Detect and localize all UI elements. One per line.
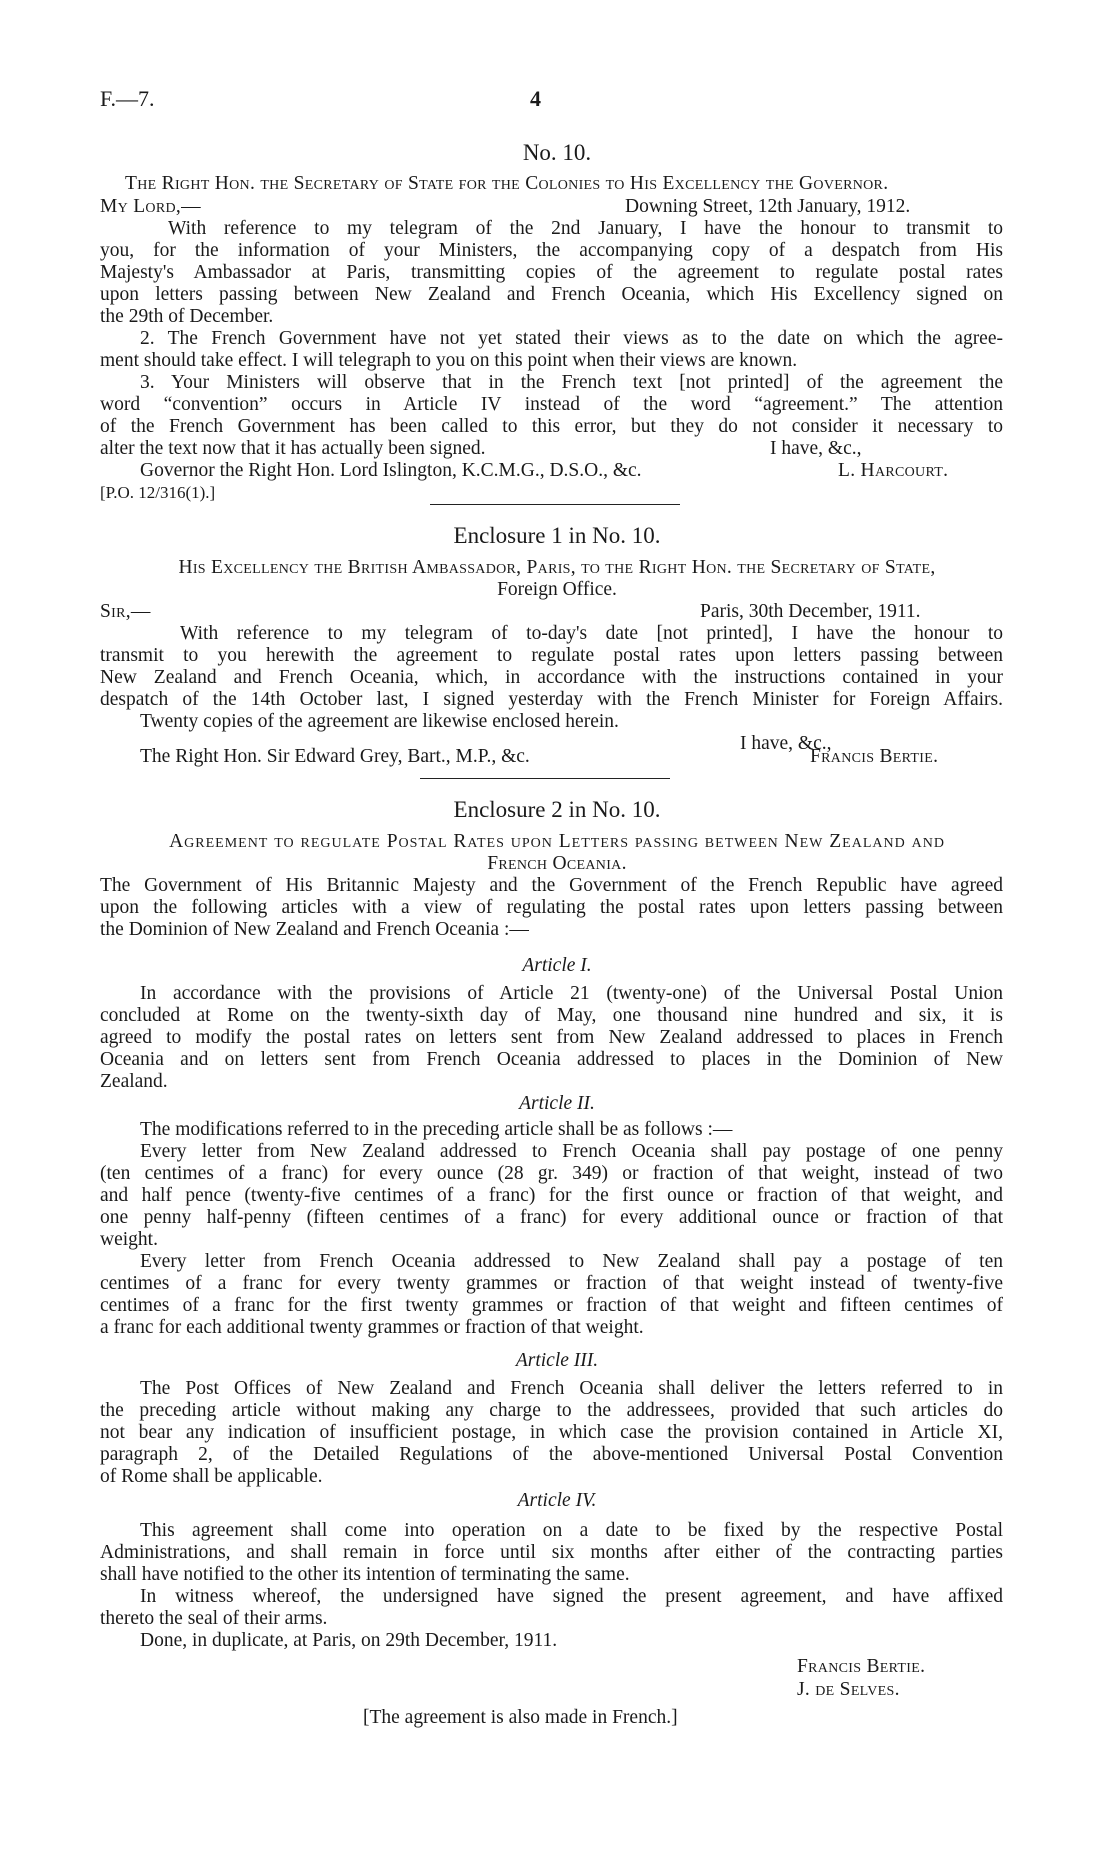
paragraph-line: the 29th of December. xyxy=(100,306,274,327)
paragraph-line: In accordance with the provisions of Article 21 (twenty-one) of the Universal Postal Union xyxy=(140,983,1003,1004)
paragraph-line: New Zealand and French Oceania, which, in accordance with the instructions contained in your xyxy=(100,667,1003,688)
paragraph-line: centimes of a franc for the first twenty grammes or fraction of that weight and fifteen centimes of xyxy=(100,1295,1003,1316)
paragraph-line: Administrations, and shall remain in force until six months after either of the contracting parties xyxy=(100,1542,1003,1563)
paragraph-line: Twenty copies of the agreement are likewise enclosed herein. xyxy=(140,711,619,732)
paragraph-line: ment should take effect. I will telegraph to you on this point when their views are known. xyxy=(100,350,798,371)
paragraph-line: With reference to my telegram of the 2nd January, I have the honour to transmit to xyxy=(168,218,1003,239)
enclosure-1-subheading xyxy=(0,557,1114,579)
paragraph-line: of Rome shall be applicable. xyxy=(100,1466,323,1487)
section-subheading: The Right Hon. the Secretary of State for the Colonies to His Excellency the Governor. xyxy=(125,173,889,194)
paragraph-line: and half pence (twenty-five centimes of a franc) for the first ounce or fraction of that weight, and xyxy=(100,1185,1003,1206)
translation-note: [The agreement is also made in French.] xyxy=(363,1707,678,1728)
paragraph-line: alter the text now that it has actually been signed. xyxy=(100,438,486,459)
enclosure-1-heading: Enclosure 1 in No. 10. xyxy=(453,523,661,548)
agreement-title-2: French Oceania. xyxy=(487,853,627,874)
enclosure-1-subheading-2: Foreign Office. xyxy=(497,579,617,600)
paragraph-line: the preceding article without making any charge to the addressees, provided that such articles do xyxy=(100,1400,1003,1421)
paragraph-line: Done, in duplicate, at Paris, on 29th December, 1911. xyxy=(140,1630,558,1651)
paragraph-line: thereto the seal of their arms. xyxy=(100,1608,328,1629)
closing: I have, &c., xyxy=(770,438,862,459)
paragraph-line: shall have notified to the other its intention of terminating the same. xyxy=(100,1564,630,1585)
paragraph-line: Every letter from New Zealand addressed to French Oceania shall pay postage of one penny xyxy=(140,1141,1003,1162)
paragraph-line: the Dominion of New Zealand and French Oceania :— xyxy=(100,919,529,940)
section-heading-no-10: No. 10. xyxy=(522,140,592,165)
closing: I have, &c., xyxy=(740,733,832,754)
paragraph-line: paragraph 2, of the Detailed Regulations of the above-mentioned Universal Postal Convention xyxy=(100,1444,1003,1465)
signature: Francis Bertie. xyxy=(810,746,939,767)
article-1-title: Article I. xyxy=(522,955,592,976)
addressee: The Right Hon. Sir Edward Grey, Bart., M.P., &c. xyxy=(140,746,530,767)
paragraph-line: 3. Your Ministers will observe that in the French text [not printed] of the agreement the xyxy=(140,372,1003,393)
paragraph-line: concluded at Rome on the twenty-sixth day of May, one thousand nine hundred and six, it is xyxy=(100,1005,1003,1026)
divider xyxy=(420,778,670,779)
signatory: Francis Bertie. xyxy=(797,1656,926,1677)
paragraph-line: weight. xyxy=(100,1229,158,1250)
paragraph-line: agreed to modify the postal rates on letters sent from New Zealand addressed to places in French xyxy=(100,1027,1003,1048)
agreement-title: Agreement to regulate Postal Rates upon Letters passing between New Zealand and xyxy=(169,831,945,852)
addressee: Governor the Right Hon. Lord Islington, K.C.M.G., D.S.O., &c. xyxy=(140,460,642,481)
paragraph-line: With reference to my telegram of to-day's date [not printed], I have the honour to xyxy=(180,623,1003,644)
paragraph-line: This agreement shall come into operation on a date to be fixed by the respective Postal xyxy=(140,1520,1003,1541)
article-3-title: Article III. xyxy=(515,1350,599,1371)
paragraph-line: Majesty's Ambassador at Paris, transmitting copies of the agreement to regulate postal rates xyxy=(100,262,1003,283)
salutation: Sir,— xyxy=(100,601,151,622)
paragraph-line: not bear any indication of insufficient postage, in which case the provision contained in Article XI, xyxy=(100,1422,1003,1443)
paragraph-line: word “convention” occurs in Article IV instead of the word “agreement.” The attention xyxy=(100,394,1003,415)
file-reference: [P.O. 12/316(1).] xyxy=(100,483,216,502)
paragraph-line: In witness whereof, the undersigned have signed the present agreement, and have affixed xyxy=(140,1586,1003,1607)
divider xyxy=(430,504,680,505)
paragraph-line: transmit to you herewith the agreement to regulate postal rates upon letters passing between xyxy=(100,645,1003,666)
paragraph-line: of the French Government has been called to this error, but they do not consider it necessary to xyxy=(100,416,1003,437)
paragraph-line: despatch of the 14th October last, I signed yesterday with the French Minister for Foreign Affairs. xyxy=(100,689,1003,710)
subheading-line: His Excellency the British Ambassador, Paris, to the Right Hon. the Secretary of State, xyxy=(178,557,936,578)
paragraph-line: upon the following articles with a view of regulating the postal rates upon letters passing between xyxy=(100,897,1003,918)
paragraph-line: one penny half-penny (fifteen centimes of a franc) for every additional ounce or fraction of that xyxy=(100,1207,1003,1228)
paragraph-line: Zealand. xyxy=(100,1071,168,1092)
paragraph-line: The Government of His Britannic Majesty and the Government of the French Republic have agreed xyxy=(100,875,1003,896)
salutation: My Lord,— xyxy=(100,196,201,217)
article-2-title: Article II. xyxy=(519,1093,595,1114)
place-date: Downing Street, 12th January, 1912. xyxy=(625,196,911,217)
paragraph-line: centimes of a franc for every twenty grammes or fraction of that weight instead of twenty-five xyxy=(100,1273,1003,1294)
paragraph-line: 2. The French Government have not yet stated their views as to the date on which the agree- xyxy=(140,328,1003,349)
paragraph-line: The Post Offices of New Zealand and French Oceania shall deliver the letters referred to in xyxy=(140,1378,1003,1399)
enclosure-2-heading: Enclosure 2 in No. 10. xyxy=(453,797,661,822)
article-4-title: Article IV. xyxy=(517,1490,597,1511)
place-date: Paris, 30th December, 1911. xyxy=(700,601,921,622)
page-number: 4 xyxy=(530,86,541,111)
paragraph-line: Every letter from French Oceania addressed to New Zealand shall pay a postage of ten xyxy=(140,1251,1003,1272)
paragraph-line: a franc for each additional twenty grammes or fraction of that weight. xyxy=(100,1317,644,1338)
paragraph-line: (ten centimes of a franc) for every ounce (28 gr. 349) or fraction of that weight, instead of two xyxy=(100,1163,1003,1184)
paragraph-line: you, for the information of your Ministers, the accompanying copy of a despatch from His xyxy=(100,240,1003,261)
signatory: J. de Selves. xyxy=(797,1679,900,1700)
paragraph-line: upon letters passing between New Zealand and French Oceania, which His Excellency signed on xyxy=(100,284,1003,305)
document-reference: F.—7. xyxy=(100,86,155,111)
paragraph-line: The modifications referred to in the preceding article shall be as follows :— xyxy=(140,1119,733,1140)
paragraph-line: Oceania and on letters sent from French Oceania addressed to places in the Dominion of New xyxy=(100,1049,1003,1070)
signature: L. Harcourt. xyxy=(838,460,949,481)
